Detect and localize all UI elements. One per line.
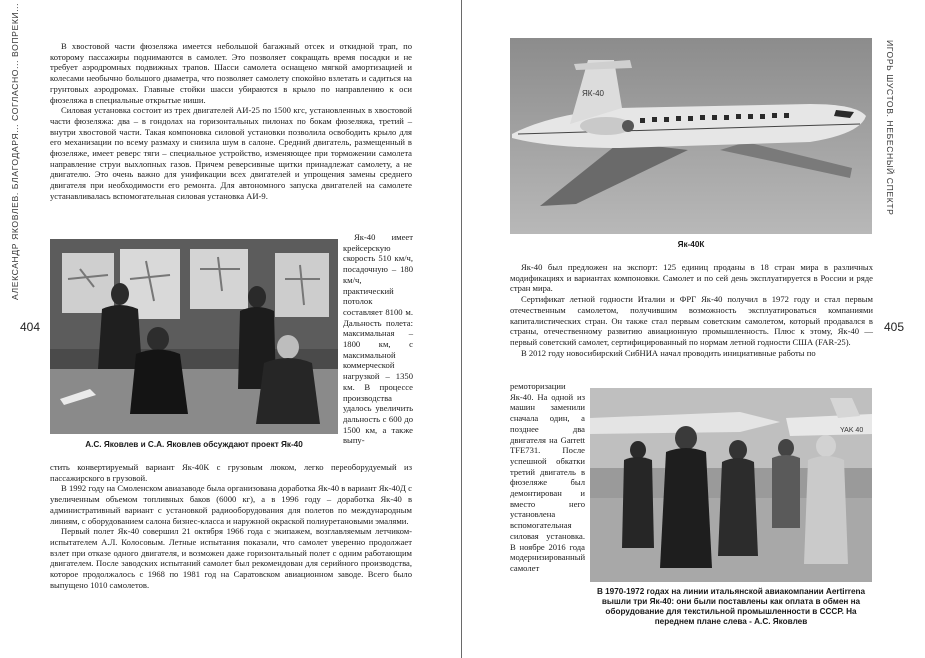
right-top-text [510,262,873,358]
paragraph: Силовая установка состоит из трех двигателей АИ-25 по 1500 кгс, установленных в хвостовой части фюзеляжа: два – в гондолах на горизонтальных пилонах по бокам фюзеляжа, третий – внутри хвостовой части. Такая компоновка силовой установки позволила освободить крыло для его механизации по всему размаху и снизила шум в салоне. Средний двигатель, размещенный в фюзеляже, имеет реверс тяги – специальное устройство, изменяющее при торможении самолета направление струи выхлопных газов. Причем реверсивные щитки принадлежат самолету, а не двигателю. Это очень важно для унификации всех двигателей и упрощения замены среднего двигателя при необходимости его ремонта. Для автономного запуска двигателей на самолете устанавливалась вспомогательная силовая установка АИ-9. [50,105,412,201]
paragraph: Як-40 был предложен на экспорт: 125 единиц проданы в 18 стран мира в различных модификациях и вариантах компоновки. Самолет и по сей день эксплуатируется в России и ряде стран мира. [510,262,873,294]
paragraph: Сертификат летной годности Италии и ФРГ Як-40 получил в 1972 году и стал первым отечественным самолетом, получившим возможность эксплуатироваться компаниями капиталистических стран. Он также стал первым советским самолетом, который продавался в страны, отечественному развитию авиационную промышленность. Плюс к этому, Як-40 — первый советский самолет, сертифицированный по нормам летной годности США (FAR-25). [510,294,873,347]
paragraph: Первый полет Як-40 совершил 21 октября 1966 года с экипажем, возглавляемым летчиком-испытателем А.Л. Колосовым. Летные испытания показали, что самолет уверенно продолжает взлет при отказе одного двигателя, и возможен даже горизонтальный полет с одним работающим двигателем. После заводских испытаний самолет был рекомендован для серийного производства, которое продолжалось с 1968 по 1981 год на Саратовском авиационном заводе. Всего было выпущено 1010 самолетов. [50,526,412,590]
left-page [0,0,461,658]
right-page [463,0,925,658]
paragraph: В хвостовой части фюзеляжа имеется небольшой багажный отсек и откидной трап, по которому пассажиры поднимаются в самолет. Это позволяет сокращать время посадки и не требует аэродромных подвижных трапов. Шасси самолета оснащено мягкой амортизацией и колесами необычно большого диаметра, что позволяет самолету спокойно взлетать и садиться на грунтовых аэродромах. Главные стойки шасси убираются в крыло по направлению к оси фюзеляжа в специальные открытые ниши. [50,41,412,105]
meeting-photo-caption: А.С. Яковлев и С.А. Яковлев обсуждают проект Як-40 [85,440,303,449]
paragraph: ремоторизации Як-40. На одной из машин заменили сначала один, а позднее два двигателя на Garrett TFE731. После успешной обкатки третий двигатель в фюзеляже был демонтирован и вместо него установлена вспомогательная силовая установка. В ноябре 2016 года модернизированный самолет [510,381,586,573]
book-spine [461,0,462,658]
right-running-head: ИГОРЬ ШУСТОВ. НЕБЕСНЫЙ СПЕКТР [885,40,895,216]
aircraft-marking: YAK 40 [840,427,864,434]
yak40k-photo-caption: Як-40К [677,240,705,249]
yak40k-photo [510,38,872,234]
left-page-number: 404 [20,320,41,334]
aertirrena-photo-image [590,388,872,582]
right-side-column [510,381,585,574]
paragraph: В 1992 году на Смоленском авиазаводе была организована доработка Як-40 в вариант Як-40Д с увеличенным объемом топливных баков (6000 кг), а в 1996 году – доработка Як-40 в административный вариант с установкой радиооборудования для полетов по международным линиям, с оборудованием салона бизнес-класса и наружной окраской полиуретановыми эмалями. [50,483,412,526]
left-bottom-text [50,462,412,590]
paragraph: Як-40 имеет крейсерскую скорость 510 км/ч, посадочную – 180 км/ч, практический потолок составляет 8100 м. Дальность полета: максимальная – 1800 км, с максимальной коммерческой нагрузкой – 1350 км. В процессе производства удалось увеличить дальность с 600 до 1500 км, а также выпу- [343,232,413,446]
right-page-number: 405 [884,320,905,334]
paragraph: В 2012 году новосибирский СибНИА начал проводить инициативные работы по [521,347,816,358]
left-top-text [50,41,412,202]
aertirrena-photo [590,388,872,582]
paragraph: стить конвертируемый вариант Як-40К с грузовым люком, легко переоборудуемый из пассажирского в грузовой. [50,462,412,483]
plane-tail-marking: ЯК-40 [582,89,604,98]
left-side-column [343,232,413,446]
meeting-photo [50,239,338,434]
meeting-photo-image [50,239,338,434]
aertirrena-photo-caption: В 1970-1972 годах на линии итальянской авиакомпании Aertirrena вышли три Як-40: они были поставлены как оплата в обмен на оборудование для текстильной промышленности в СССР. На переднем плане слева - А.С. Яковлев [596,587,866,626]
left-running-head: АЛЕКСАНДР ЯКОВЛЕВ. БЛАГОДАРЯ... СОГЛАСНО... ВОПРЕКИ... [10,2,20,300]
yak40k-photo-image [510,38,872,234]
